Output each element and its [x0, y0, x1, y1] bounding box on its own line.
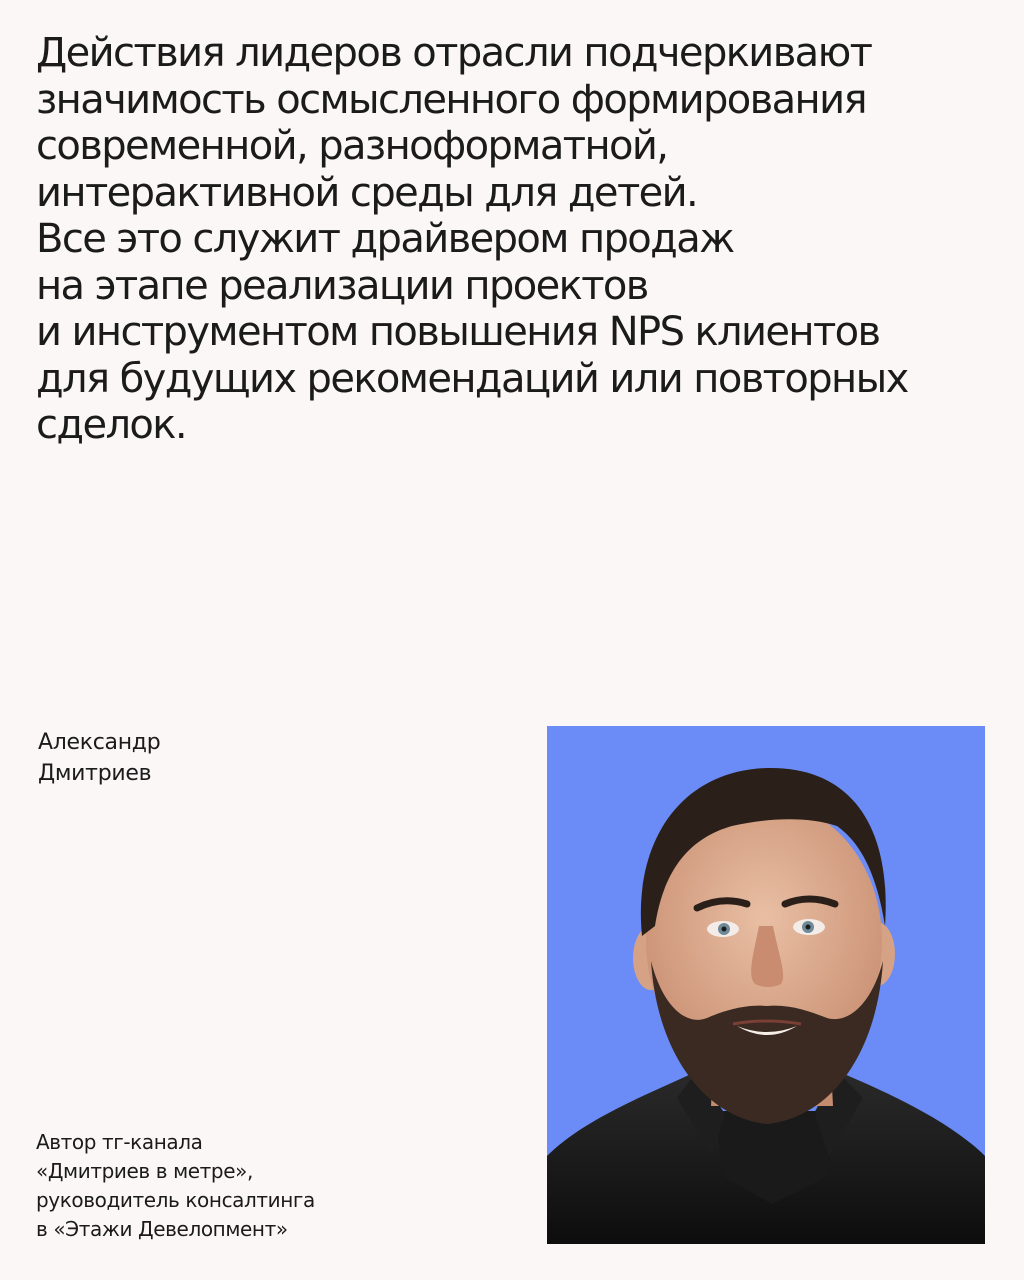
author-bio-line: «Дмитриев в метре», — [36, 1159, 253, 1183]
quote-line: современной, разноформатной, — [36, 123, 668, 169]
author-last-name: Дмитриев — [38, 761, 152, 786]
quote-line: Действия лидеров отрасли подчеркивают — [36, 30, 872, 76]
author-bio-line: руководитель консалтинга — [36, 1188, 315, 1212]
quote-line: интерактивной среды для детей. — [36, 169, 698, 216]
quote-text — [36, 30, 996, 449]
author-bio — [36, 1128, 315, 1244]
quote-line: для будущих рекомендаций или повторных — [36, 355, 908, 402]
quote-line: и инструментом повышения NPS клиентов — [36, 309, 880, 355]
author-bio-line: Автор тг-канала — [36, 1130, 203, 1154]
author-bio-line: в «Этажи Девелопмент» — [36, 1217, 288, 1241]
quote-line: на этапе реализации проектов — [36, 262, 648, 309]
author-first-name: Александр — [38, 730, 161, 755]
quote-line: значимость осмысленного формирования — [36, 76, 866, 123]
quote-line: Все это служит драйвером продаж — [36, 216, 734, 262]
author-portrait — [547, 726, 985, 1244]
author-name — [38, 727, 160, 789]
portrait-illustration — [547, 726, 985, 1244]
quote-line: сделок. — [36, 402, 186, 448]
